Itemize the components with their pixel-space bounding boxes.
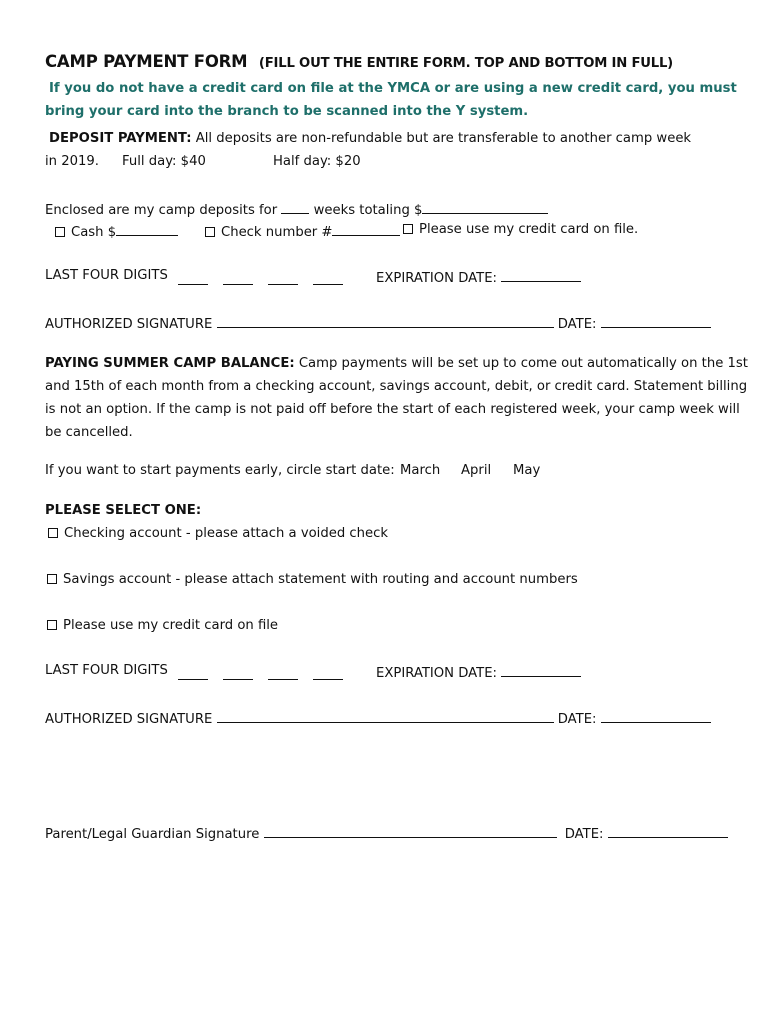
expiration-label-1: EXPIRATION DATE:: [376, 271, 497, 286]
start-date-prompt: If you want to start payments early, circle start date:: [45, 463, 395, 478]
balance-line-2: and 15th of each month from a checking account, savings account, debit, or credit card. Statement billing: [45, 379, 748, 394]
last-four-label-1: LAST FOUR DIGITS: [45, 268, 168, 283]
last-four-fields-2[interactable]: [178, 665, 343, 684]
deposit-total-field[interactable]: [422, 201, 548, 214]
signature-field-2[interactable]: [217, 710, 554, 723]
notice-line-2: bring your card into the branch to be scanned into the Y system.: [45, 104, 529, 119]
cash-option[interactable]: [55, 223, 178, 239]
full-day-price: Full day: $40: [122, 154, 206, 169]
check-checkbox[interactable]: [205, 227, 215, 237]
cash-amount-field[interactable]: [116, 223, 178, 236]
savings-label: Savings account - please attach statement with routing and account numbers: [63, 572, 578, 587]
signature-field-1[interactable]: [217, 315, 554, 328]
form-subtitle: (FILL OUT THE ENTIRE FORM. TOP AND BOTTOM IN FULL): [258, 56, 674, 71]
check-option[interactable]: [205, 223, 400, 239]
balance-label: PAYING SUMMER CAMP BALANCE:: [45, 356, 295, 371]
digit-field[interactable]: [178, 667, 208, 680]
guardian-row: [45, 825, 728, 841]
expiration-1: [376, 269, 581, 285]
signature-label-1: AUTHORIZED SIGNATURE: [45, 317, 213, 332]
expiration-field-1[interactable]: [501, 269, 581, 282]
month-may[interactable]: May: [513, 463, 541, 478]
credit-on-file-label: Please use my credit card on file.: [419, 222, 639, 237]
balance-line-4: be cancelled.: [45, 425, 133, 440]
checking-checkbox[interactable]: [48, 528, 58, 538]
date-label-1: DATE:: [557, 317, 597, 332]
signature-label-2: AUTHORIZED SIGNATURE: [45, 712, 213, 727]
expiration-label-2: EXPIRATION DATE:: [376, 666, 497, 681]
digit-field[interactable]: [268, 272, 298, 285]
digit-field[interactable]: [313, 667, 343, 680]
savings-checkbox[interactable]: [47, 574, 57, 584]
form-title-text: CAMP PAYMENT FORM: [45, 52, 248, 71]
deposit-text-1: All deposits are non-refundable but are transferable to another camp week: [195, 131, 692, 146]
savings-option[interactable]: [47, 573, 578, 586]
digit-field[interactable]: [268, 667, 298, 680]
check-number-field[interactable]: [332, 223, 400, 236]
enclosed-text-a: Enclosed are my camp deposits for: [45, 203, 278, 218]
weeks-count-field[interactable]: [281, 201, 309, 214]
enclosed-text-b: weeks totaling $: [313, 203, 423, 218]
deposit-line-1: [49, 132, 691, 145]
deposit-text-2: in 2019.: [45, 154, 99, 169]
last-four-label-2: LAST FOUR DIGITS: [45, 663, 168, 678]
guardian-date-label: DATE:: [564, 827, 604, 842]
signature-row-1: [45, 315, 711, 331]
digit-field[interactable]: [313, 272, 343, 285]
expiration-2: [376, 664, 581, 680]
month-april[interactable]: April: [461, 463, 492, 478]
digit-field[interactable]: [223, 272, 253, 285]
cash-checkbox[interactable]: [55, 227, 65, 237]
enclosed-line: [45, 201, 548, 217]
signature-row-2: [45, 710, 711, 726]
credit-on-file-option[interactable]: [403, 223, 638, 236]
balance-line-1: Camp payments will be set up to come out automatically on the 1st: [298, 356, 748, 371]
guardian-signature-label: Parent/Legal Guardian Signature: [45, 827, 260, 842]
credit-on-file-checkbox[interactable]: [403, 224, 413, 234]
date-field-1[interactable]: [601, 315, 711, 328]
checking-option[interactable]: [48, 527, 388, 540]
last-four-fields-1[interactable]: [178, 270, 343, 289]
balance-line-3: is not an option. If the camp is not paid off before the start of each registered week, your camp week will: [45, 402, 740, 417]
digit-field[interactable]: [223, 667, 253, 680]
guardian-date-field[interactable]: [608, 825, 728, 838]
expiration-field-2[interactable]: [501, 664, 581, 677]
notice-line-1: If you do not have a credit card on file at the YMCA or are using a new credit card, you must: [49, 81, 737, 96]
date-field-2[interactable]: [601, 710, 711, 723]
guardian-signature-field[interactable]: [264, 825, 557, 838]
credit-label: Please use my credit card on file: [63, 618, 279, 633]
balance-paragraph: [45, 352, 748, 444]
checking-label: Checking account - please attach a voided check: [64, 526, 389, 541]
deposit-label: DEPOSIT PAYMENT:: [49, 131, 192, 146]
credit-checkbox[interactable]: [47, 620, 57, 630]
month-march[interactable]: March: [400, 463, 441, 478]
select-heading: PLEASE SELECT ONE:: [45, 503, 202, 518]
form-title: [45, 52, 673, 71]
check-label: Check number #: [221, 225, 333, 240]
cash-label: Cash $: [71, 225, 117, 240]
digit-field[interactable]: [178, 272, 208, 285]
date-label-2: DATE:: [557, 712, 597, 727]
credit-option[interactable]: [47, 619, 278, 632]
half-day-price: Half day: $20: [273, 154, 361, 169]
